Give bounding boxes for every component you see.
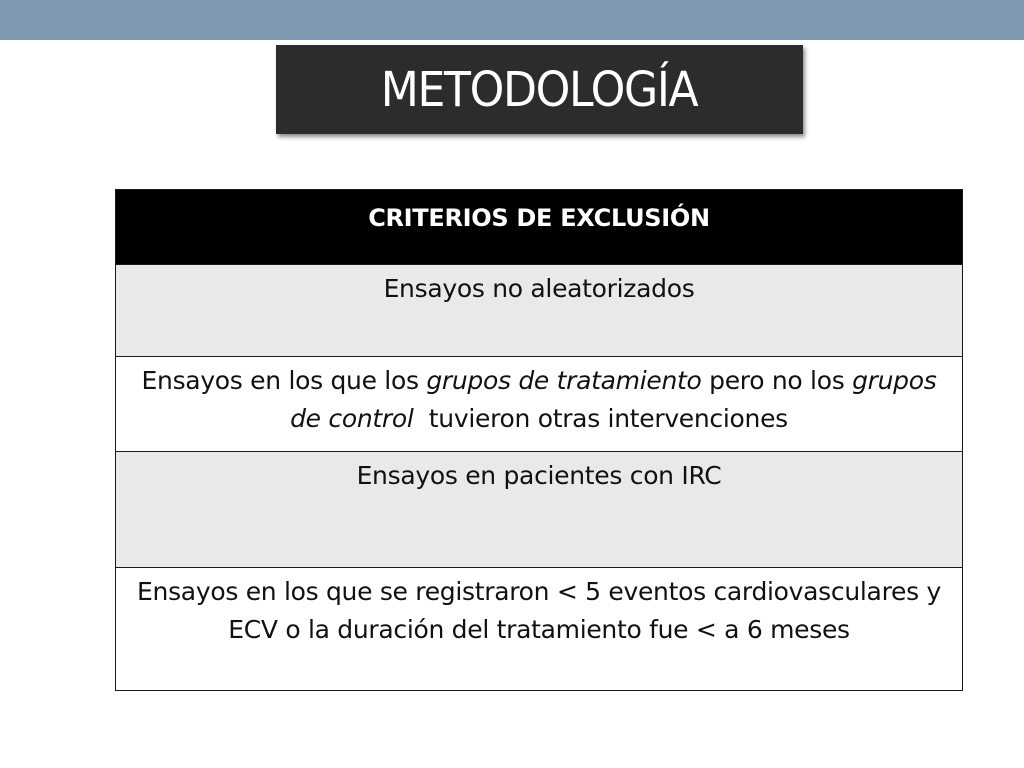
slide-title: METODOLOGÍA xyxy=(381,61,698,118)
table-cell xyxy=(116,568,963,691)
criterion-text-part: tuvieron otras intervenciones xyxy=(413,404,788,433)
criterion-text-part: Ensayos en los que los xyxy=(141,366,427,395)
criterion-text: Ensayos no aleatorizados xyxy=(383,274,695,303)
table-row xyxy=(116,568,963,691)
table-row xyxy=(116,357,963,452)
title-box xyxy=(276,45,803,134)
criterion-text-part: pero no los xyxy=(701,366,853,395)
criterion-text: Ensayos en pacientes con IRC xyxy=(356,461,722,490)
criterion-text: Ensayos en los que se registraron < 5 eventos cardiovasculares y ECV o la duración del tratamiento fue < a 6 meses xyxy=(137,577,941,644)
table-cell xyxy=(116,452,963,568)
table-row xyxy=(116,452,963,568)
table-header-row xyxy=(116,190,963,265)
criterion-text-italic: grupos de tratamiento xyxy=(426,366,702,395)
top-banner xyxy=(0,0,1024,40)
table-row xyxy=(116,265,963,357)
exclusion-criteria-table xyxy=(115,189,963,691)
table-header: CRITERIOS DE EXCLUSIÓN xyxy=(116,190,963,265)
criterion-text-italic: grupos de control xyxy=(290,366,937,433)
table-cell xyxy=(116,265,963,357)
table-cell xyxy=(116,357,963,452)
